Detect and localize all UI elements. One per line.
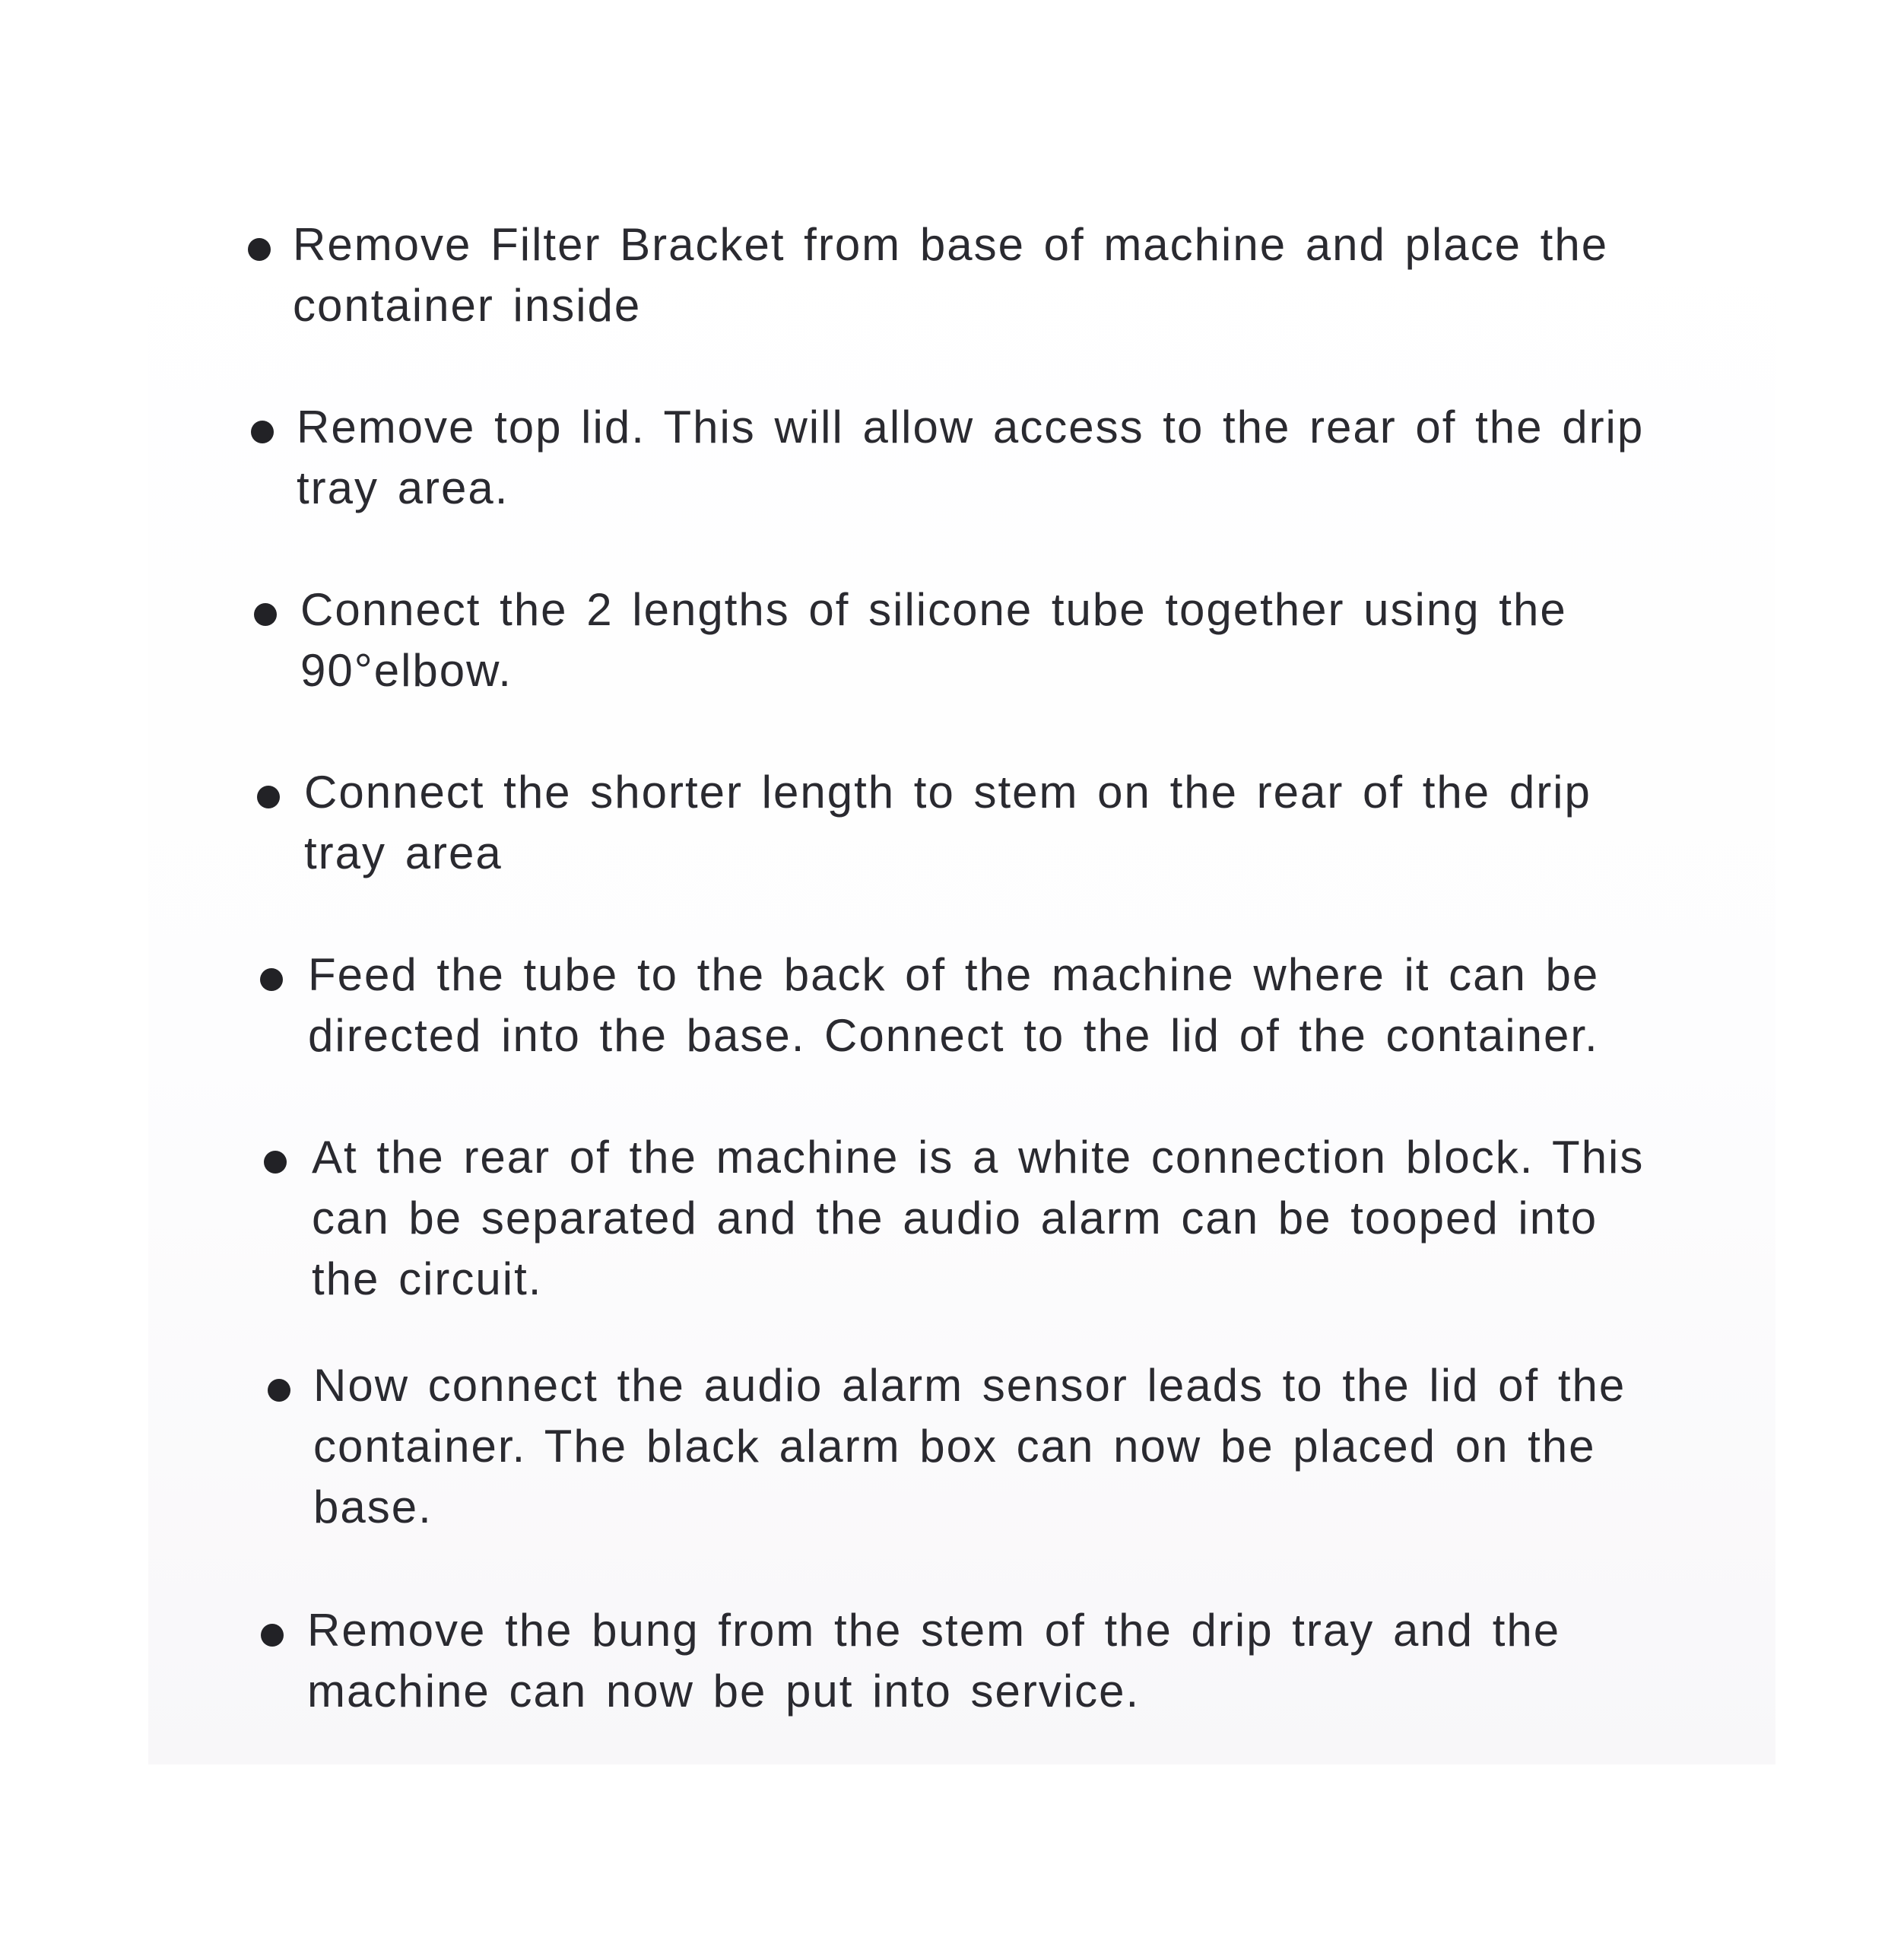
instruction-line: container inside xyxy=(293,280,642,331)
instruction-item-1 xyxy=(293,214,1608,336)
instruction-item-7 xyxy=(313,1355,1626,1538)
instruction-line: the circuit. xyxy=(312,1253,543,1304)
bullet-icon xyxy=(260,968,283,991)
instruction-line: container. The black alarm box can now be placed on the xyxy=(313,1421,1596,1472)
instruction-line: Feed the tube to the back of the machine where it can be xyxy=(308,949,1600,1000)
instruction-line: tray area. xyxy=(297,462,509,513)
instruction-line: Connect the 2 lengths of silicone tube together using the xyxy=(300,584,1567,635)
bullet-icon xyxy=(248,238,271,261)
instruction-line: At the rear of the machine is a white connection block. This xyxy=(312,1132,1645,1183)
instruction-line: machine can now be put into service. xyxy=(307,1666,1141,1717)
bullet-icon xyxy=(268,1379,290,1402)
instruction-item-3 xyxy=(300,580,1567,701)
bullet-icon xyxy=(257,786,280,808)
instruction-item-4 xyxy=(304,762,1591,884)
bullet-icon xyxy=(251,421,274,443)
bullet-icon xyxy=(264,1151,287,1174)
instruction-line: Remove the bung from the stem of the drip tray and the xyxy=(307,1605,1561,1656)
bullet-icon xyxy=(254,603,277,626)
instruction-line: base. xyxy=(313,1482,433,1533)
bullet-icon xyxy=(261,1624,284,1647)
instruction-item-2 xyxy=(297,397,1644,519)
instruction-item-8 xyxy=(307,1600,1560,1722)
instruction-item-5 xyxy=(308,945,1599,1066)
instruction-item-6 xyxy=(312,1127,1644,1310)
instruction-line: Remove top lid. This will allow access to the rear of the drip xyxy=(297,402,1645,453)
instruction-line: tray area xyxy=(304,827,503,878)
instruction-line: Connect the shorter length to stem on the rear of the drip xyxy=(304,767,1591,818)
instruction-line: 90°elbow. xyxy=(300,645,512,696)
instruction-line: can be separated and the audio alarm can be tooped into xyxy=(312,1193,1598,1243)
instruction-line: Remove Filter Bracket from base of machine and place the xyxy=(293,219,1609,270)
instruction-line: Now connect the audio alarm sensor leads to the lid of the xyxy=(313,1360,1626,1411)
instruction-line: directed into the base. Connect to the lid of the container. xyxy=(308,1010,1599,1061)
